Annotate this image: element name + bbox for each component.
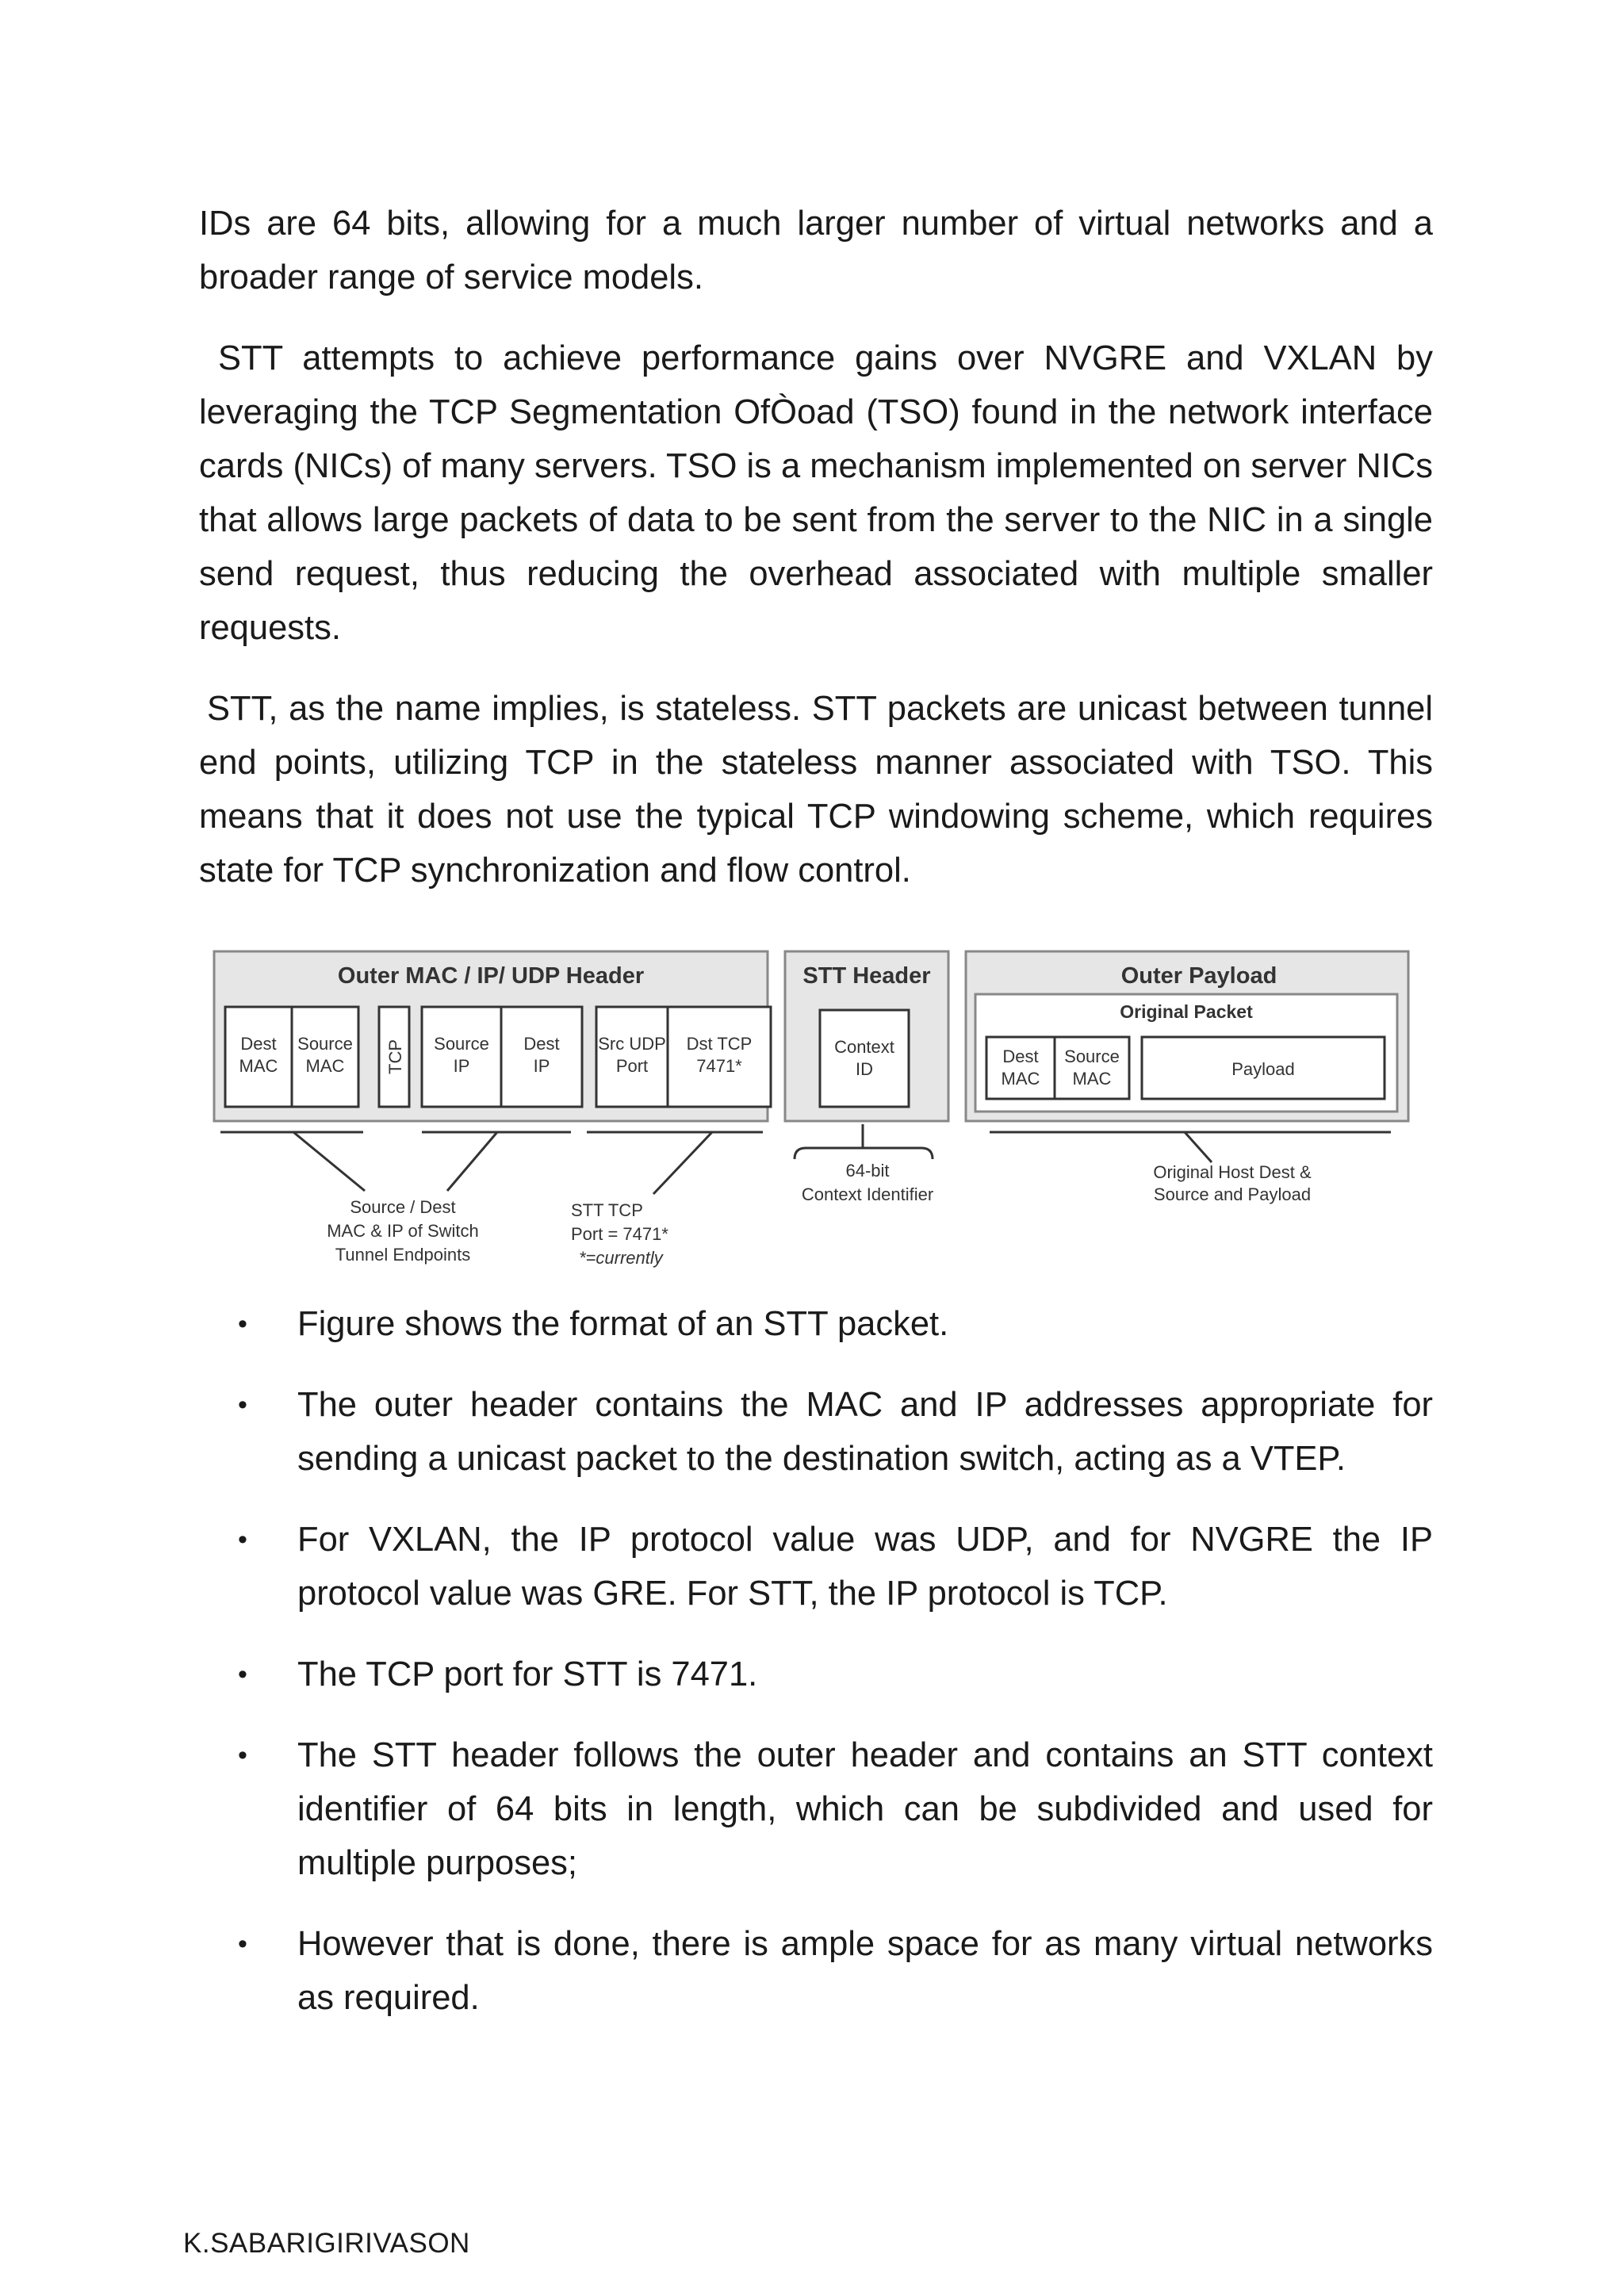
- bullet-list: [238, 1297, 1433, 2052]
- endpoints-annotation-line3: Tunnel Endpoints: [335, 1245, 471, 1265]
- original-packet-title: Original Packet: [1120, 1001, 1253, 1022]
- tcp-field-label: TCP: [385, 1039, 405, 1074]
- inner-source-mac-line1: Source: [1064, 1047, 1120, 1066]
- src-udp-line2: Port: [615, 1056, 649, 1076]
- list-item-text: The outer header contains the MAC and IP addresses appropriate for sending a unicast packet to the destination switch, acting as a VTEP.: [297, 1386, 1433, 1478]
- list-item: [238, 1647, 1433, 1701]
- inner-dest-mac-line2: MAC: [1001, 1069, 1040, 1089]
- bullet-icon: •: [238, 1525, 247, 1555]
- list-item: [238, 1297, 1433, 1351]
- bullet-icon: •: [238, 1390, 247, 1420]
- bullet-icon: •: [238, 1309, 247, 1339]
- outer-payload-title: Outer Payload: [1120, 963, 1277, 989]
- list-item-text: Figure shows the format of an STT packet.: [297, 1305, 949, 1343]
- dst-tcp-line2: 7471*: [696, 1056, 742, 1076]
- dst-tcp-line1: Dst TCP: [686, 1034, 753, 1054]
- context-annotation-line1: 64-bit: [845, 1161, 890, 1181]
- original-host-annotation-line1: Original Host Dest &: [1153, 1162, 1312, 1182]
- paragraph-1: IDs are 64 bits, allowing for a much larger number of virtual networks and a broader range of service models.: [199, 205, 1433, 297]
- dest-ip-line1: Dest: [523, 1034, 560, 1054]
- stt-packet-format-figure: [208, 943, 1429, 1276]
- source-ip-line1: Source: [434, 1034, 489, 1054]
- endpoints-annotation-line1: Source / Dest: [350, 1197, 456, 1217]
- stt-header-title: STT Header: [802, 963, 931, 989]
- paragraph-3: STT, as the name implies, is stateless. STT packets are unicast between tunnel end points, utilizing TCP in the stateless manner associated with TSO. This means that it does not use the typical TCP windowing scheme, which requires state for TCP synchronization and flow control.: [199, 690, 1433, 890]
- stt-packet-diagram: [208, 943, 1429, 1276]
- stt-tcp-annotation-line2: Port = 7471*: [571, 1224, 668, 1244]
- dest-mac-line1: Dest: [240, 1034, 277, 1054]
- src-udp-line1: Src UDP: [598, 1034, 666, 1054]
- context-id-line2: ID: [856, 1059, 873, 1079]
- source-ip-line2: IP: [453, 1056, 470, 1076]
- bullet-icon: •: [238, 1740, 247, 1770]
- paragraph-2: STT attempts to achieve performance gains over NVGRE and VXLAN by leveraging the TCP Segmentation OfÒoad (TSO) found in the network interface cards (NICs) of many servers. TSO is a mechanism implemented on server NICs that allows large packets of data to be sent from the server to the NIC in a single send request, thus reducing the overhead associated with multiple smaller requests.: [199, 339, 1433, 647]
- context-id-box: [820, 1010, 909, 1107]
- list-item-text: However that is done, there is ample space for as many virtual networks as required.: [297, 1925, 1433, 2017]
- list-item: [238, 1513, 1433, 1621]
- list-item: [238, 1728, 1433, 1890]
- inner-source-mac-line2: MAC: [1072, 1069, 1112, 1089]
- list-item-text: For VXLAN, the IP protocol value was UDP, and for NVGRE the IP protocol value was GRE. For STT, the IP protocol is TCP.: [297, 1521, 1433, 1613]
- dest-ip-line2: IP: [533, 1056, 550, 1076]
- dest-mac-line2: MAC: [239, 1056, 278, 1076]
- original-host-annotation-line2: Source and Payload: [1153, 1184, 1312, 1204]
- list-item: [238, 1917, 1433, 2025]
- footer-author: K.SABARIGIRIVASON: [183, 2228, 470, 2259]
- list-item-text: The STT header follows the outer header and contains an STT context identifier of 64 bits in length, which can be subdivided and used for multiple purposes;: [297, 1736, 1433, 1882]
- inner-dest-mac-line1: Dest: [1002, 1047, 1039, 1066]
- endpoints-annotation-line2: MAC & IP of Switch: [327, 1221, 479, 1241]
- source-mac-line1: Source: [297, 1034, 353, 1054]
- bullet-icon: •: [238, 1929, 247, 1959]
- stt-tcp-annotation-line1: STT TCP: [571, 1200, 643, 1220]
- list-item: [238, 1378, 1433, 1486]
- context-annotation-line2: Context Identifier: [801, 1184, 934, 1204]
- context-bracket: [795, 1148, 933, 1159]
- outer-header-title: Outer MAC / IP/ UDP Header: [337, 963, 645, 989]
- stt-tcp-annotation-line3: *=currently: [579, 1248, 663, 1268]
- list-item-text: The TCP port for STT is 7471.: [297, 1655, 758, 1693]
- bullet-icon: •: [238, 1659, 247, 1689]
- context-id-line1: Context: [834, 1037, 894, 1057]
- payload-label: Payload: [1231, 1059, 1295, 1079]
- source-mac-line2: MAC: [305, 1056, 345, 1076]
